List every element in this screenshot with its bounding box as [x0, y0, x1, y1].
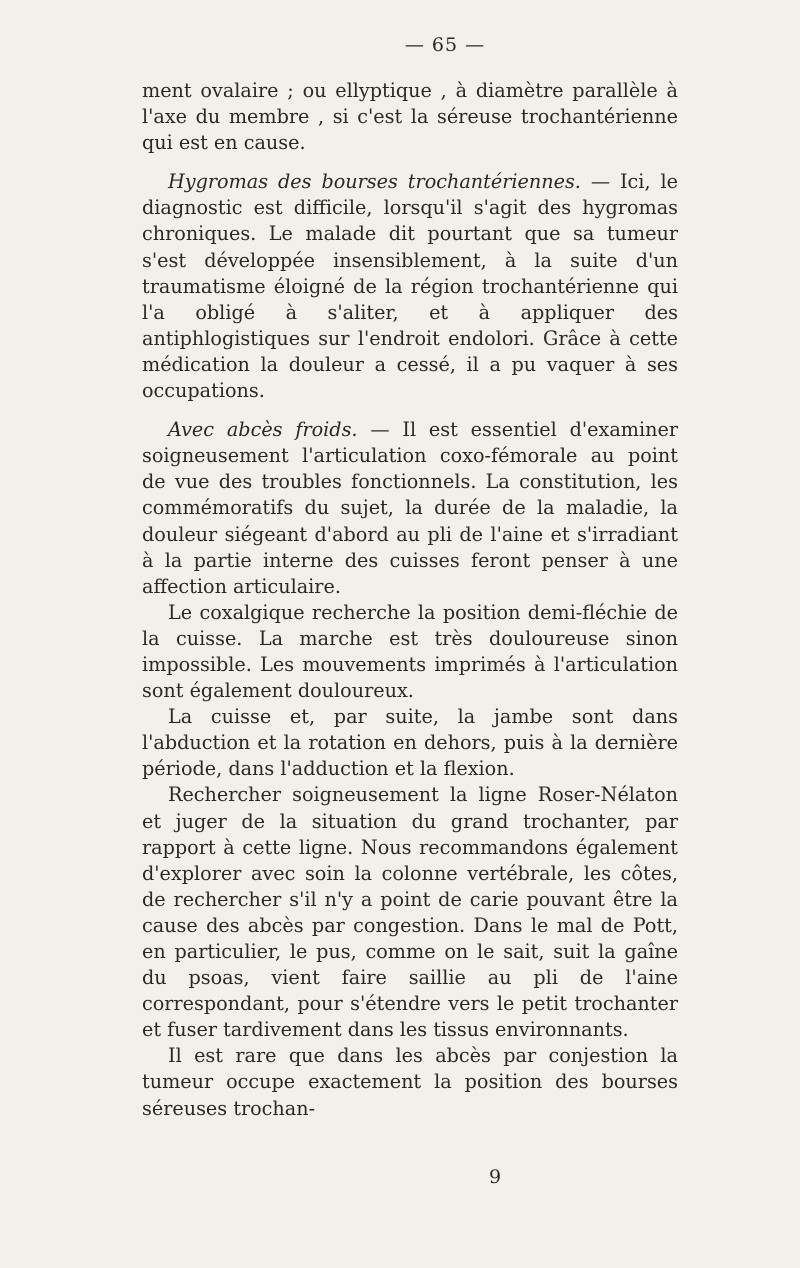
- signature-mark: 9: [488, 1166, 502, 1188]
- page-number: — 65 —: [404, 34, 486, 56]
- paragraph-abces: [142, 417, 678, 600]
- paragraph-abces-body: — Il est essentiel d'examiner soigneusement l'articulation coxo-fémorale au point de vue des troubles fonctionnels. La constitution, les commémoratifs du sujet, la durée de la maladie, la douleur siégeant d'abord au pli de l'aine et s'irradiant à la partie interne des cuisses feront penser à une affection articulaire.: [142, 418, 678, 598]
- paragraph-conjestion: Il est rare que dans les abcès par conjestion la tumeur occupe exactement la position des bourses séreuses trochan-: [142, 1044, 678, 1120]
- section-heading-abces: Avec abcès froids.: [168, 418, 358, 442]
- paragraph-hygromas: [142, 169, 678, 404]
- section-heading-hygromas: Hygromas des bourses trochantériennes.: [168, 170, 581, 194]
- paragraph-coxalgique: Le coxalgique recherche la position demi-fléchie de la cuisse. La marche est très douloureuse sinon impossible. Les mouvements imprimés à l'articulation sont également douloureux.: [142, 600, 678, 703]
- paragraph-1: ment ovalaire ; ou ellyptique , à diamètre parallèle à l'axe du membre , si c'est la séreuse trochantérienne qui est en cause.: [142, 79, 678, 155]
- body-text: [142, 78, 678, 1122]
- paragraph-cuisse: La cuisse et, par suite, la jambe sont dans l'abduction et la rotation en dehors, puis à la dernière période, dans l'adduction et la flexion.: [142, 705, 678, 781]
- paragraph-rechercher: Rechercher soigneusement la ligne Roser-Nélaton et juger de la situation du grand trochanter, par rapport à cette ligne. Nous recommandons également d'explorer avec soin la colonne vertébrale, les côtes, de rechercher s'il n'y a point de carie pouvant être la cause des abcès par congestion. Dans le mal de Pott, en particulier, le pus, comme on le sait, suit la gaîne du psoas, vient faire saillie au pli de l'aine correspondant, pour s'étendre vers le petit trochanter et fuser tardivement dans les tissus environnants.: [142, 783, 678, 1042]
- paragraph-gap: [142, 156, 678, 169]
- paragraph-gap: [142, 404, 678, 417]
- paragraph-hygromas-body: — Ici, le diagnostic est difficile, lorsqu'il s'agit des hygromas chroniques. Le malade dit pourtant que sa tumeur s'est développée insensiblement, à la suite d'un traumatisme éloigné de la région trochantérienne qui l'a obligé à s'aliter, et à appliquer des antiphlogistiques sur l'endroit endolori. Grâce à cette médication la douleur a cessé, il a pu vaquer à ses occupations.: [142, 170, 678, 403]
